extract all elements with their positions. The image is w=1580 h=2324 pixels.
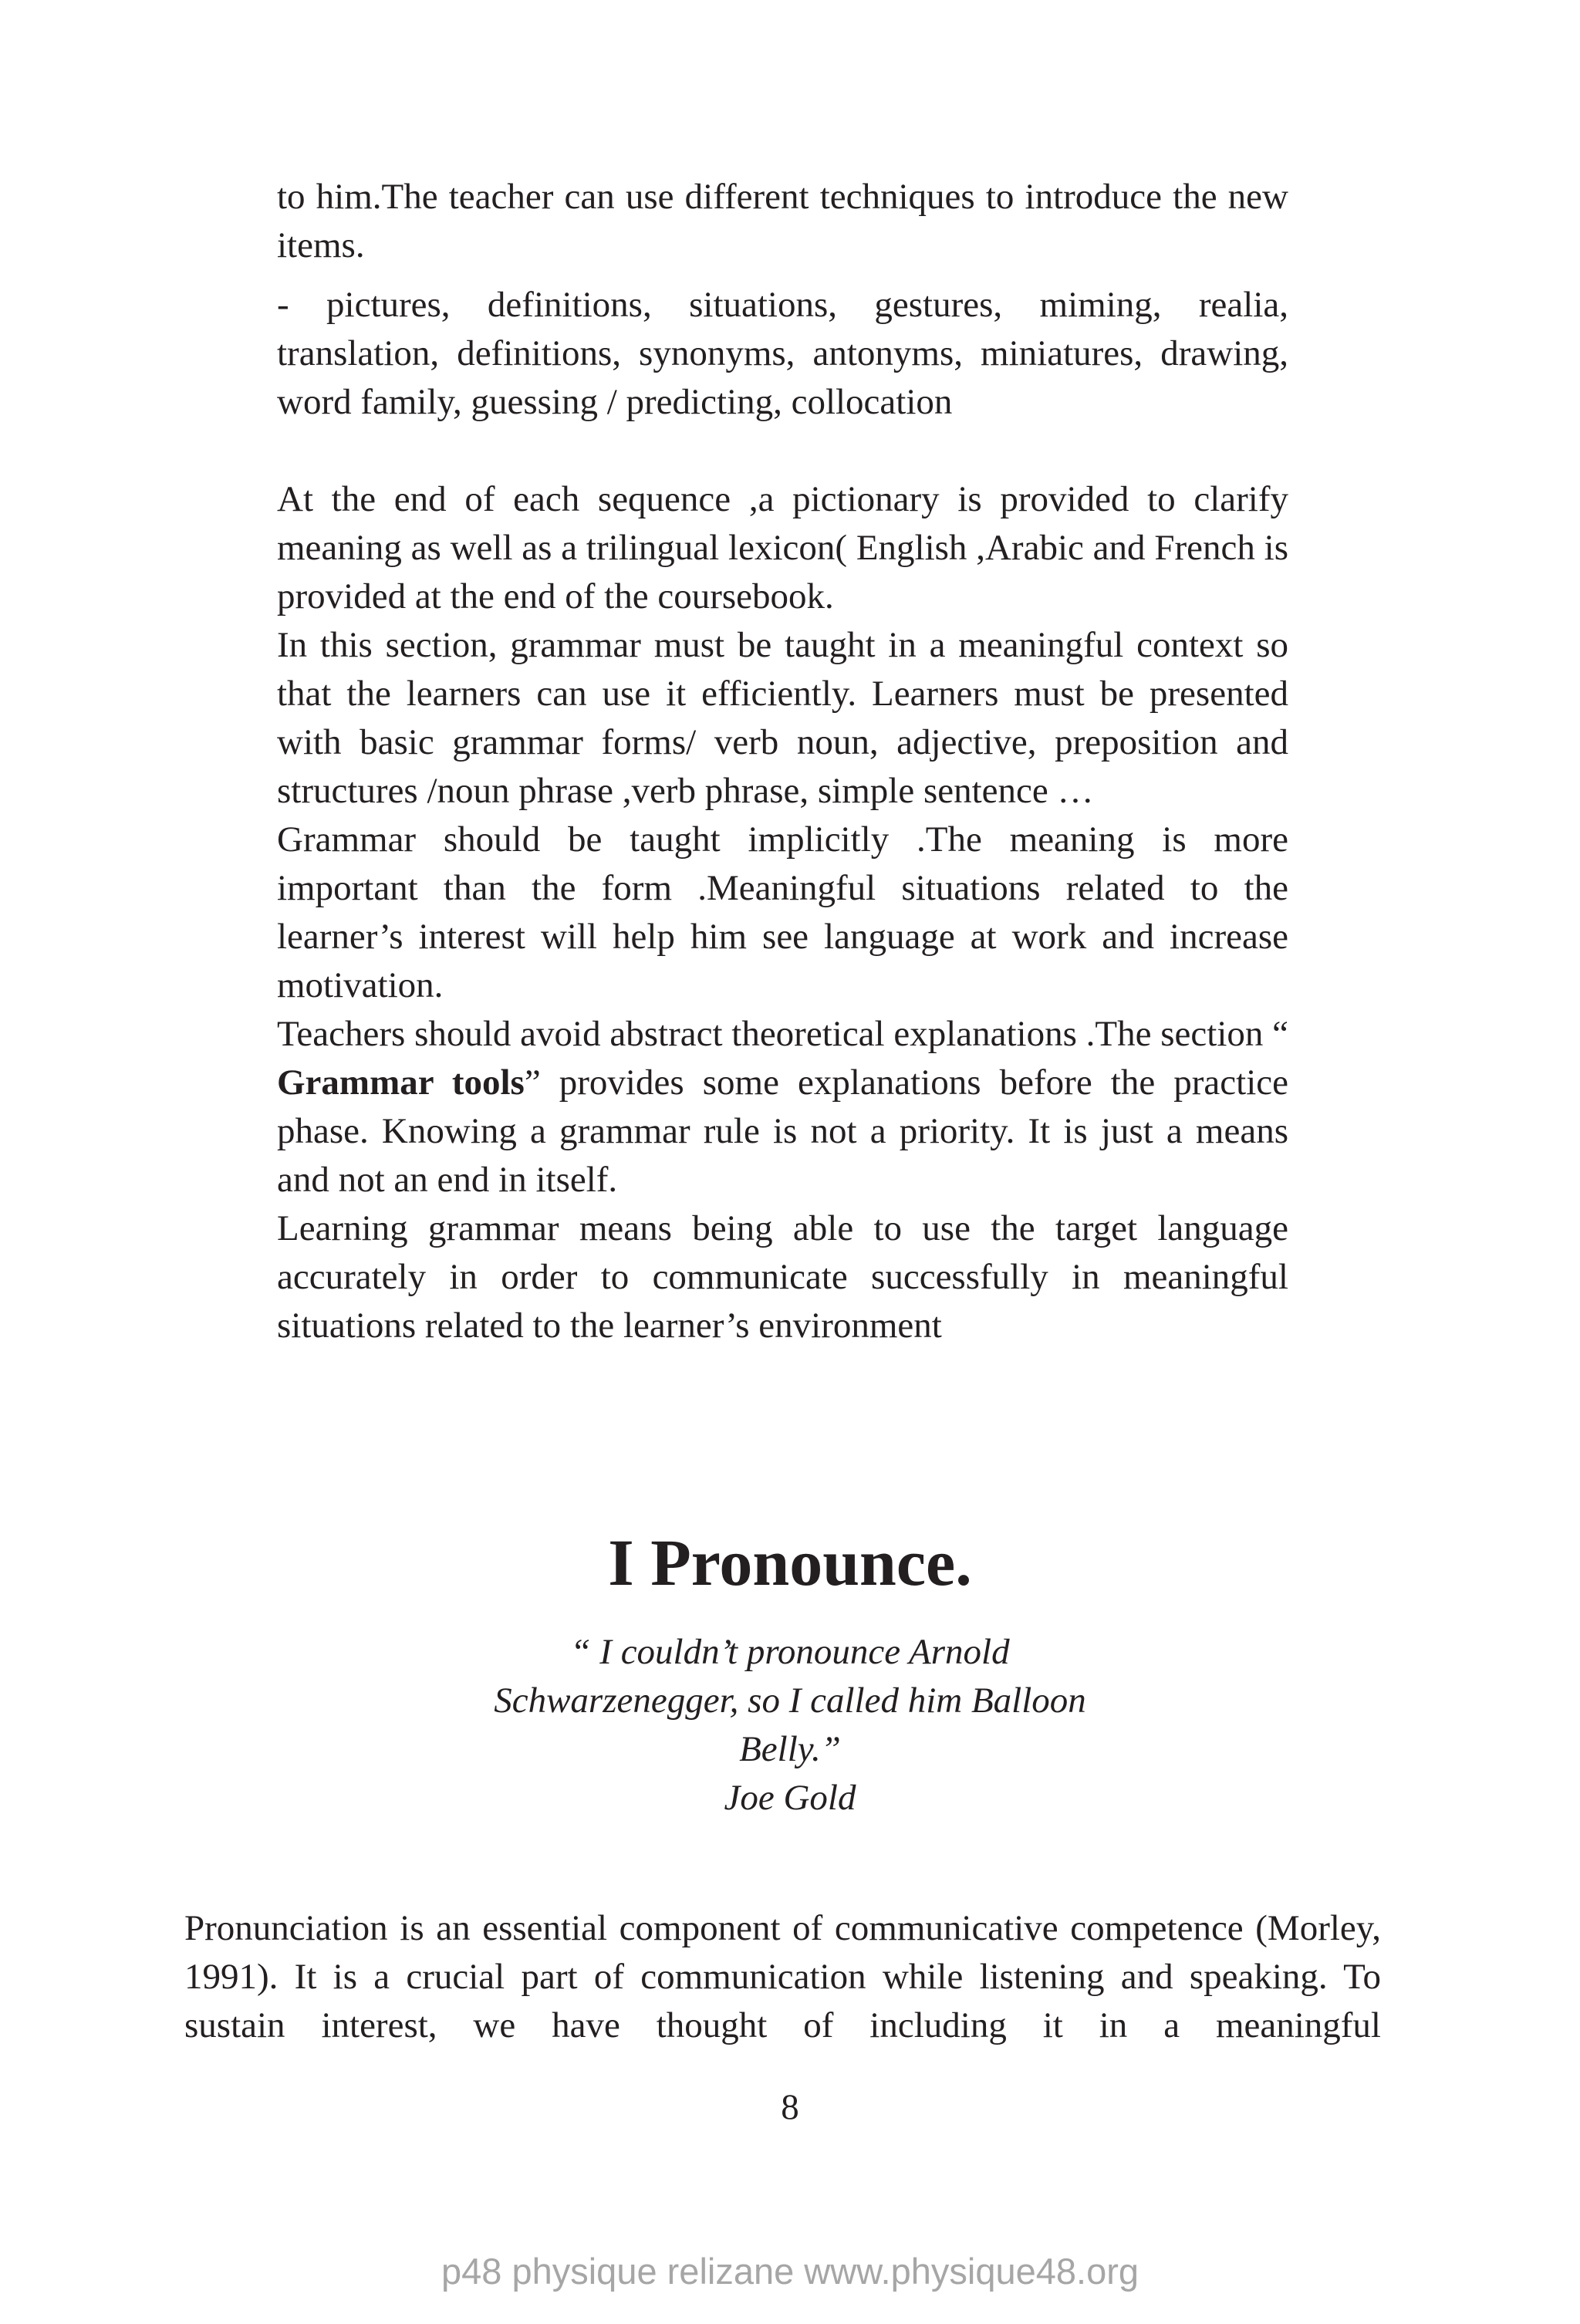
epigraph-quote bbox=[0, 1628, 1580, 1822]
paragraph-techniques-list: - pictures, definitions, situations, gestures, miming, realia, translation, definitions, synonyms, antonyms, miniatures, drawing, word family, guessing / predicting, collocation bbox=[277, 285, 1288, 422]
grammar-tools-term: Grammar tools bbox=[277, 1062, 525, 1103]
footer-watermark: p48 physique relizane www.physique48.org bbox=[441, 2251, 1139, 2292]
paragraph-pictionary: At the end of each sequence ,a pictionary is provided to clarify meaning as well as a trilingual lexicon( English ,Arabic and French is provided at the end of the coursebook. bbox=[277, 479, 1288, 616]
teachers-text-start: Teachers should avoid abstract theoretical explanations .The section “ bbox=[277, 1014, 1288, 1054]
paragraph-learning-grammar: Learning grammar means being able to use the target language accurately in order to communicate successfully in meaningful situations related to the learner’s environment bbox=[277, 1208, 1288, 1346]
quote-line: Belly.” bbox=[739, 1729, 841, 1769]
main-text-column bbox=[277, 173, 1288, 1350]
section-heading: I Pronounce. bbox=[608, 1525, 972, 1599]
paragraph-intro: to him.The teacher can use different techniques to introduce the new items. bbox=[277, 177, 1288, 265]
quote-line: “ I couldn’t pronounce Arnold bbox=[570, 1632, 1010, 1672]
quote-line: Schwarzenegger, so I called him Balloon bbox=[494, 1681, 1086, 1721]
page-number: 8 bbox=[781, 2087, 799, 2127]
paragraph-pronunciation: Pronunciation is an essential component of communicative competence (Morley, 1991). It is a crucial part of communication while listening and speaking. To sustain interest, we have thought of including it in a meaningful bbox=[184, 1908, 1381, 2045]
paragraph-teachers bbox=[277, 1010, 1288, 1204]
paragraph-grammar-context: In this section, grammar must be taught in a meaningful context so that the learners can use it efficiently. Learners must be presented with basic grammar forms/ verb noun, adjective, preposition and structures /noun phrase ,verb phrase, simple sentence … bbox=[277, 625, 1288, 811]
quote-author: Joe Gold bbox=[724, 1778, 856, 1818]
teachers-text-end: ” provides some explanations before the practice phase. Knowing a grammar rule is not a priority. It is just a means and not an end in itself. bbox=[277, 1062, 1288, 1200]
paragraph-grammar-implicit: Grammar should be taught implicitly .The meaning is more important than the form .Meaningful situations related to the learner’s interest will help him see language at work and increase motivation. bbox=[277, 819, 1288, 1005]
